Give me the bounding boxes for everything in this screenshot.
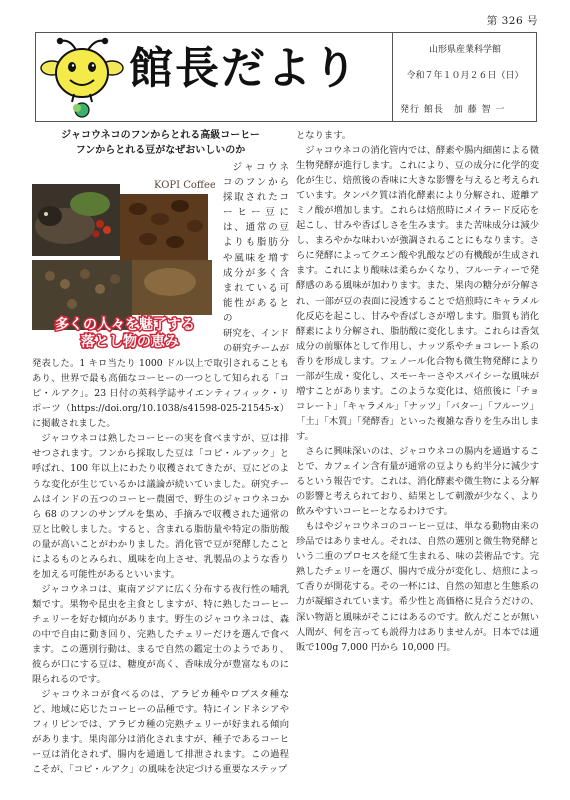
bee-mascot-logo bbox=[40, 36, 124, 120]
publication-date: 令和７年１０月２６日（日） bbox=[406, 71, 524, 81]
issuer-line: 発行 館長 加 藤 智 一 bbox=[400, 105, 506, 115]
photo-sign-text: KOPI Coffee bbox=[154, 180, 215, 191]
museum-name: 山形県産業科学館 bbox=[428, 45, 501, 55]
photo-caption-2: 落とし物の恵み bbox=[81, 334, 179, 350]
headline-line-1: ジャコウネコのフンからとれる高級コーヒー bbox=[61, 130, 260, 141]
photo-collage bbox=[30, 164, 215, 350]
paragraph-4-continued: となります。 bbox=[296, 130, 352, 141]
paragraph-7: もはやジャコウネコのコーヒー豆は、単なる動物由来の珍品ではありません。それは、自然の選別と微生物発酵という二重のプロセスを経て生まれる、味の芸術品です。完熟したチェリーを選び、腸内で成分が変化し、焙煎によって香りが開花する。その一杯には、自然の知恵と生態系の力が凝縮されています。希少性と高価格に見合うだけの、深い物語と風味がそこにはあるのです。飲んだことが無い人間が、何を言っても説得力はありませんが。日本では通販で100g 7,000 円から 10,000 円。 bbox=[296, 521, 539, 653]
publication-info bbox=[392, 33, 538, 115]
kopi-luwak-photo bbox=[30, 164, 215, 350]
newsletter-title: 館長だより bbox=[129, 43, 359, 94]
masthead bbox=[35, 32, 537, 122]
issue-number: 第 326 号 bbox=[486, 15, 538, 27]
right-column bbox=[296, 128, 539, 655]
paragraph-5: ジャコウネコの消化管内では、酵素や腸内細菌による微生物発酵が進行します。これにより、豆の成分に化学的変化が生じ、焙煎後の香味に大きな影響を与えると考えられています。タンパク質は消化酵素により分解され、遊離アミノ酸が増加します。これらは焙煎時にメイラード反応を起こし、甘みや香ばしさを生みます。また苦味成分は減少し、まろやかな味わいが強調されることにもなります。さらに発酵によってクエン酸や乳酸などの有機酸が生成されます。これにより酸味は柔らかくなり、フルーティーで発酵感のある風味が加わります。また、果肉の糖分が分解され、一部が豆の表面に浸透することで焙煎時にキャラメル化反応を起こし、甘みや香ばしさが増します。脂質も消化酵素により分解され、脂肪酸に変化します。これらは香気成分の前駆体として作用し、ナッツ系やチョコレート系の香りを形成します。フェノール化合物も微生物発酵により一部が生成・変化し、スモーキーさやスパイシーな風味が増すことがあります。このような変化は、焙煎後に「チョコレート」「キャラメル」「ナッツ」「バター」「フルーツ」「土」「木質」「発酵香」といった複雑な香りを生み出します。 bbox=[296, 145, 539, 442]
paragraph-4: ジャコウネコが食べるのは、アラビカ種やロブスタ種など、地域に応じたコーヒーの品種です。特にインドネシアやフィリピンでは、アラビカ種の完熟チェリーが好まれる傾向があります。果肉部分は消化されますが、種子であるコーヒー豆は消化されず、腸内を通過して排泄されます。この過程こそが、「コピ・ルアク」の風味を決定づける重要なステップ bbox=[32, 689, 289, 776]
paragraph-2: ジャコウネコは熟したコーヒーの実を食べますが、豆は排せつされます。フンから採取した豆は「コピ・ルアック」と呼ばれ、100 年以上にわたり収穫されてきたが、豆にどのような変化が生じているかは議論が続いていました。研究チームはインドの五つのコーヒー農園で、野生のジャコウネコから 68 のフンのサンプルを集め、手摘みで収穫された通常の豆と比較しました。すると、含まれる脂肪量や特定の脂肪酸の量が高いことがわかりました。消化管で豆が発酵したことによるものとみられ、風味を向上させ、乳製品のような香りを加える可能性があるといいます。 bbox=[32, 433, 289, 580]
photo-caption-1: 多くの人々を魅了する bbox=[55, 317, 195, 333]
paragraph-1-intro: ジャコウネコのフンから採取されたコーヒー豆には、通常の豆よりも脂肪分や風味を増す成分が多く含まれている可能性があるとの bbox=[223, 162, 289, 324]
paragraph-1-continued: 研究を、インドの研究チームが発表した。1 キロ当たり 1000 ドル以上で取引されることもあり、世界で最も高価なコーヒーの一つとして知られる「コピ・ルアク」。23 日付の英科学誌サイエンティフィック・リポーツ（https://doi.org/10.1038/s41598-025-21545-x）に掲載されました。 bbox=[32, 328, 289, 430]
article-headline bbox=[32, 128, 289, 158]
paragraph-3: ジャコウネコは、東南アジアに広く分布する夜行性の哺乳類です。果物や昆虫を主食としますが、特に熟したコーヒーチェリーを好む傾向があります。野生のジャコウネコは、森の中で自由に動き回り、完熟したチェリーだけを選んで食べます。この選別行動は、まるで自然の鑑定士のようであり、彼らが口にする豆は、糖度が高く、香味成分が豊富なものに限られるのです。 bbox=[32, 583, 289, 686]
headline-line-2: フンからとれる豆がなぜおいしいのか bbox=[75, 145, 246, 156]
left-column bbox=[32, 128, 289, 777]
paragraph-6: さらに興味深いのは、ジャコウネコの腸内を通過することで、カフェイン含有量が通常の豆よりも約半分に減少するという報告です。これは、消化酵素や微生物による分解の影響と考えられており、結果として刺激が少なく、より飲みやすいコーヒーとなるわけです。 bbox=[296, 445, 539, 518]
